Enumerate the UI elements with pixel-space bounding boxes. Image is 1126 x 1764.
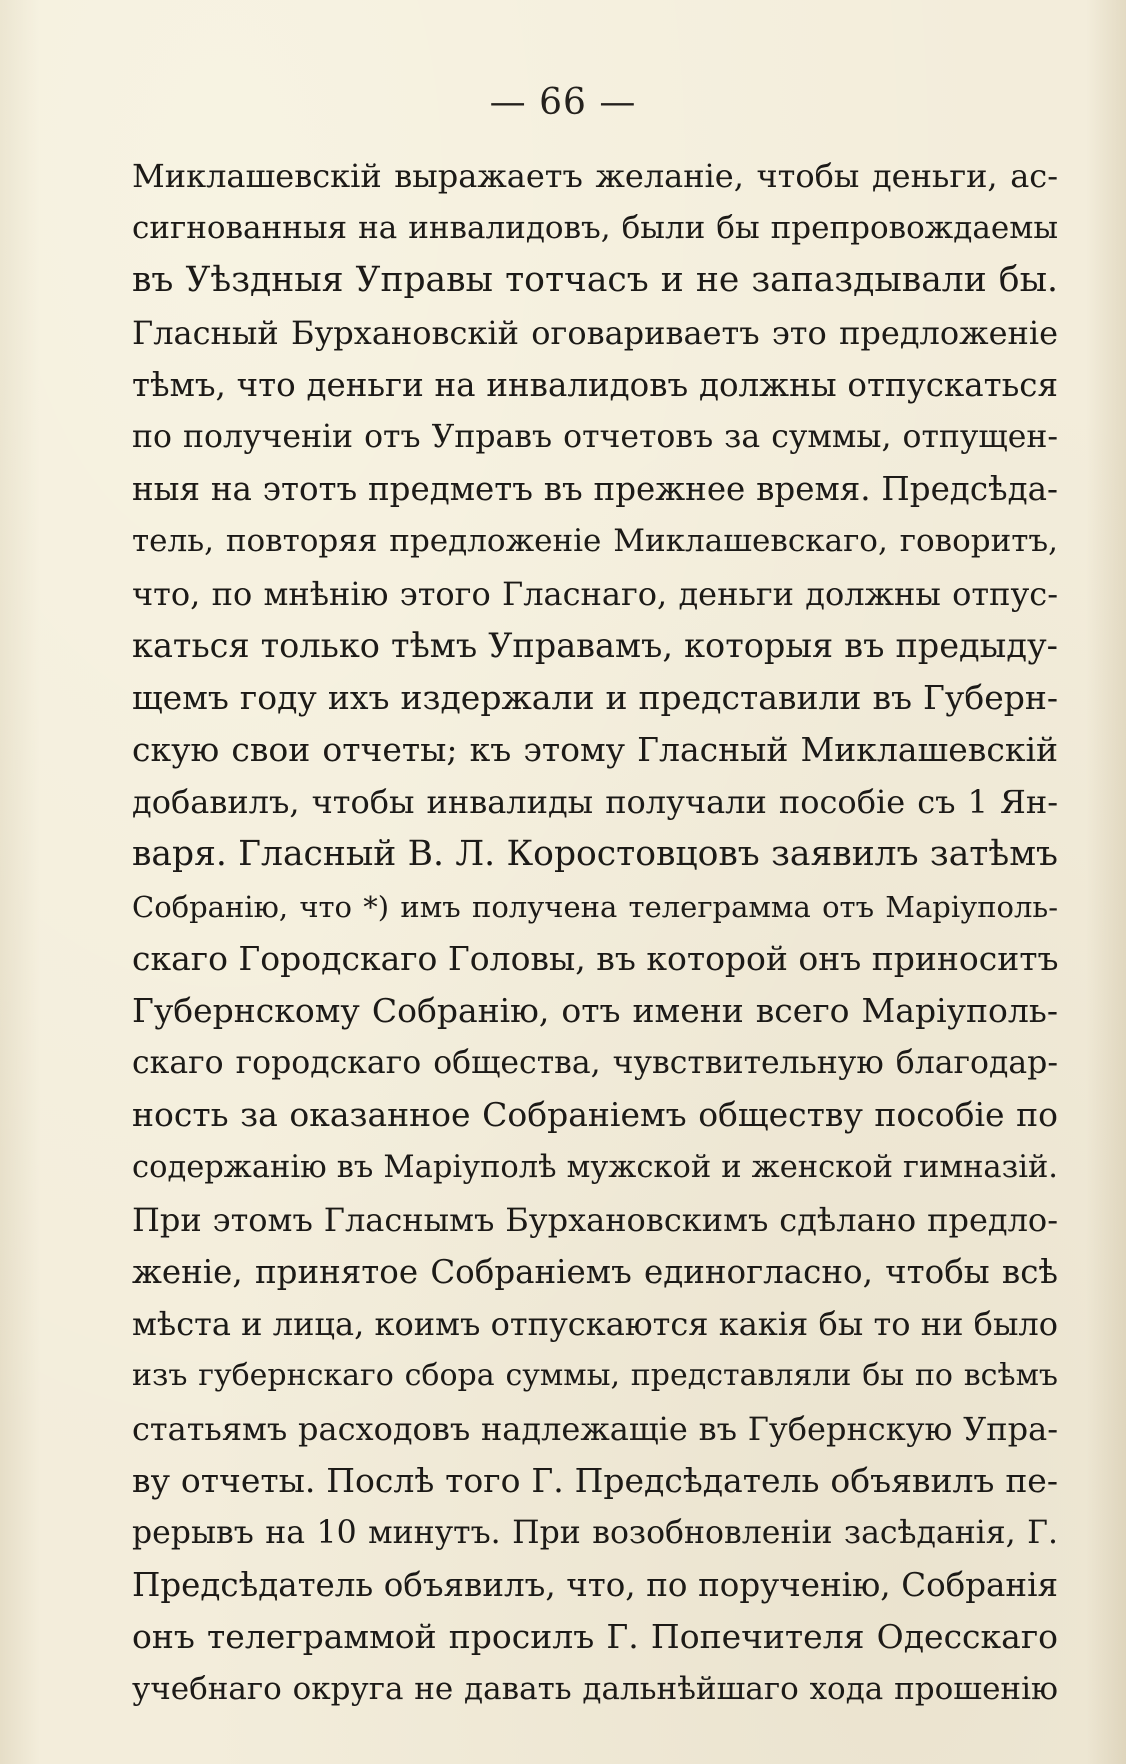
text-line: щемъ году ихъ издержали и представили въ Губерн- [132,677,1058,717]
text-line: Губернскому Собранію, отъ имени всего Маріуполь- [132,991,1058,1030]
text-line: Гласный Бурхановскій оговариваетъ это предложеніе [132,313,1058,352]
text-line: тѣмъ, что деньги на инвалидовъ должны отпускаться [132,365,1058,404]
text-line: ныя на этотъ предметъ въ прежнее время. Предсѣда- [132,470,1058,509]
text-line: въ Уѣздныя Управы тотчасъ и не запаздывали бы. [132,260,1058,301]
text-line: Миклашевскій выражаетъ желаніе, чтобы деньги, ас- [132,157,1058,195]
text-line: При этомъ Гласнымъ Бурхановскимъ сдѣлано предло- [132,1200,1058,1239]
text-line: добавилъ, чтобы инвалиды получали пособіе съ 1 Ян- [132,783,1058,822]
text-line: женіе, принятое Собраніемъ единогласно, чтобы всѣ [132,1252,1058,1291]
text-line: что, по мнѣнію этого Гласнаго, деньги должны отпус- [132,574,1058,613]
text-line: Собранію, что *) имъ получена телеграмма отъ Маріуполь- [132,889,1058,924]
text-line: содержанію въ Маріуполѣ мужской и женской гимназій. [132,1149,1058,1185]
text-line: статьямъ расходовъ надлежащіе въ Губернскую Упра- [132,1409,1058,1448]
text-line: по полученіи отъ Управъ отчетовъ за суммы, отпущен- [132,418,1058,455]
text-line: учебнаго округа не давать дальнѣйшаго хода прошенію [132,1671,1058,1708]
text-line: Предсѣдатель объявилъ, что, по порученію, Собранія [132,1566,1058,1605]
text-line: ву отчеты. Послѣ того Г. Предсѣдатель объявилъ пе- [132,1460,1058,1500]
text-line: тель, повторяя предложеніе Миклашевскаго, говоритъ, [132,523,1058,560]
text-line: варя. Гласный В. Л. Коростовцовъ заявилъ затѣмъ [132,834,1058,875]
text-line: скаго городскаго общества, чувствительную благодар- [132,1045,1058,1082]
text-line: сигнованныя на инвалидовъ, были бы препровождаемы [132,210,1058,247]
text-line: мѣста и лица, коимъ отпускаются какія бы то ни было [132,1305,1058,1344]
body-text [132,150,1058,1716]
text-line: рерывъ на 10 минутъ. При возобновленіи засѣданія, Г. [132,1514,1058,1551]
text-line: ность за оказанное Собраніемъ обществу пособіе по [132,1095,1058,1135]
page-number: — 66 — [489,82,637,123]
text-line: скаго Городскаго Головы, въ которой онъ приноситъ [132,938,1058,978]
text-line: изъ губернскаго сбора суммы, представляли бы по всѣмъ [132,1358,1058,1394]
text-line: онъ телеграммой просилъ Г. Попечителя Одесскаго [132,1617,1058,1657]
text-line: скую свои отчеты; къ этому Гласный Миклашевскій [132,730,1058,770]
text-line: каться только тѣмъ Управамъ, которыя въ предыду- [132,625,1058,665]
